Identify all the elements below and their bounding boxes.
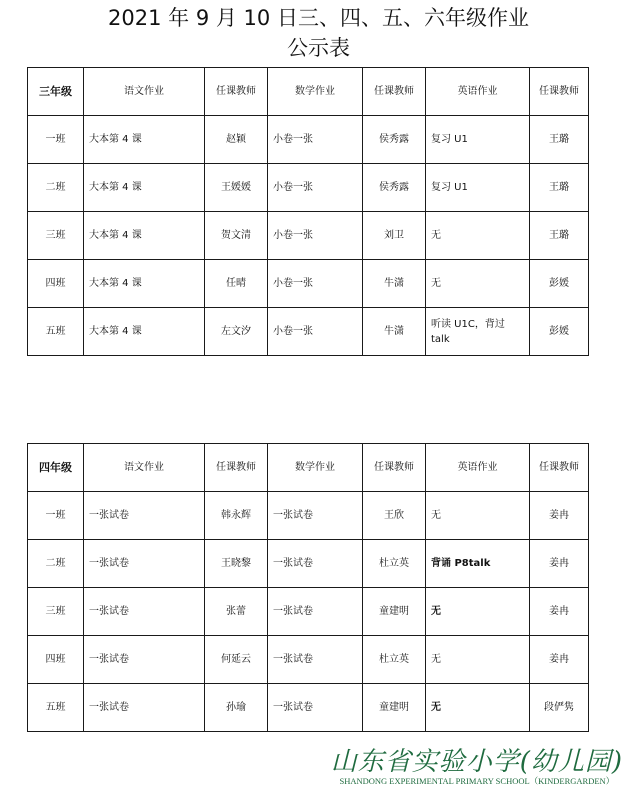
math-homework-cell: 一张试卷 [268,540,363,588]
english-teacher-cell: 姜冉 [530,636,589,684]
page-title: 2021 年 9 月 10 日三、四、五、六年级作业 [108,6,529,30]
header-chinese-homework: 语文作业 [84,68,205,116]
header-chinese-teacher: 任课教师 [205,444,268,492]
class-cell: 五班 [28,684,84,732]
english-homework-cell: 无 [426,684,530,732]
english-homework-cell: 无 [426,212,530,260]
class-cell: 一班 [28,116,84,164]
header-math-teacher: 任课教师 [363,68,426,116]
chinese-homework-cell: 一张试卷 [84,492,205,540]
header-english-homework: 英语作业 [426,68,530,116]
math-teacher-cell: 牛潇 [363,308,426,356]
math-teacher-cell: 侯秀露 [363,116,426,164]
english-homework-cell: 复习 U1 [426,116,530,164]
header-math-teacher: 任课教师 [363,444,426,492]
chinese-homework-cell: 大本第 4 课 [84,116,205,164]
math-teacher-cell: 杜立英 [363,636,426,684]
english-homework-cell: 无 [426,260,530,308]
class-cell: 五班 [28,308,84,356]
chinese-teacher-cell: 赵颖 [205,116,268,164]
math-homework-cell: 一张试卷 [268,492,363,540]
chinese-homework-cell: 一张试卷 [84,636,205,684]
chinese-teacher-cell: 任晴 [205,260,268,308]
class-cell: 二班 [28,164,84,212]
table-row [28,116,589,164]
school-logo-chinese: 山东省实验小学(幼儿园) [330,747,623,777]
chinese-homework-cell: 大本第 4 课 [84,212,205,260]
header-english-teacher: 任课教师 [530,444,589,492]
table-row [28,212,589,260]
math-homework-cell: 小卷一张 [268,260,363,308]
table-header-row [28,68,589,116]
math-homework-cell: 小卷一张 [268,308,363,356]
chinese-teacher-cell: 王晓黎 [205,540,268,588]
table-row [28,492,589,540]
math-teacher-cell: 刘卫 [363,212,426,260]
school-logo-english: SHANDONG EXPERIMENTAL PRIMARY SCHOOL（KINDERGARDEN） [339,776,615,786]
chinese-teacher-cell: 何延云 [205,636,268,684]
chinese-teacher-cell: 孙瑜 [205,684,268,732]
english-homework-cell: 无 [426,636,530,684]
table-row [28,308,589,356]
math-teacher-cell: 童建明 [363,588,426,636]
header-english-teacher: 任课教师 [530,68,589,116]
grade-label: 四年级 [28,444,84,492]
chinese-homework-cell: 大本第 4 课 [84,308,205,356]
table-row [28,636,589,684]
english-teacher-cell: 彭媛 [530,308,589,356]
header-math-homework: 数学作业 [268,444,363,492]
math-teacher-cell: 牛潇 [363,260,426,308]
english-teacher-cell: 彭媛 [530,260,589,308]
chinese-homework-cell: 大本第 4 课 [84,164,205,212]
math-teacher-cell: 王欣 [363,492,426,540]
page-subtitle: 公示表 [287,36,350,60]
english-teacher-cell: 姜冉 [530,492,589,540]
math-homework-cell: 一张试卷 [268,684,363,732]
english-teacher-cell: 王璐 [530,116,589,164]
english-teacher-cell: 姜冉 [530,540,589,588]
english-homework-cell: 无 [426,588,530,636]
class-cell: 四班 [28,636,84,684]
english-teacher-cell: 王璐 [530,212,589,260]
chinese-teacher-cell: 王媛媛 [205,164,268,212]
table-row [28,164,589,212]
grade-label: 三年级 [28,68,84,116]
english-homework-cell: 听读 U1C，背过 talk [426,308,530,356]
math-homework-cell: 小卷一张 [268,164,363,212]
grade4-homework-table [27,443,589,732]
math-teacher-cell: 童建明 [363,684,426,732]
class-cell: 一班 [28,492,84,540]
english-teacher-cell: 王璐 [530,164,589,212]
class-cell: 三班 [28,588,84,636]
math-homework-cell: 一张试卷 [268,636,363,684]
header-chinese-homework: 语文作业 [84,444,205,492]
math-teacher-cell: 侯秀露 [363,164,426,212]
english-homework-cell: 背诵 P8talk [426,540,530,588]
table-header-row [28,444,589,492]
chinese-teacher-cell: 左文汐 [205,308,268,356]
grade3-homework-table [27,67,589,356]
class-cell: 四班 [28,260,84,308]
english-teacher-cell: 段俨隽 [530,684,589,732]
chinese-teacher-cell: 张蕾 [205,588,268,636]
math-homework-cell: 一张试卷 [268,588,363,636]
class-cell: 二班 [28,540,84,588]
math-teacher-cell: 杜立英 [363,540,426,588]
school-logo [331,748,623,786]
chinese-homework-cell: 一张试卷 [84,588,205,636]
chinese-teacher-cell: 韩永辉 [205,492,268,540]
header-english-homework: 英语作业 [426,444,530,492]
class-cell: 三班 [28,212,84,260]
table-row [28,684,589,732]
chinese-homework-cell: 大本第 4 课 [84,260,205,308]
header-math-homework: 数学作业 [268,68,363,116]
english-homework-cell: 无 [426,492,530,540]
header-chinese-teacher: 任课教师 [205,68,268,116]
math-homework-cell: 小卷一张 [268,116,363,164]
table-row [28,540,589,588]
chinese-homework-cell: 一张试卷 [84,540,205,588]
math-homework-cell: 小卷一张 [268,212,363,260]
english-homework-cell: 复习 U1 [426,164,530,212]
chinese-teacher-cell: 贺文清 [205,212,268,260]
table-row [28,260,589,308]
table-row [28,588,589,636]
chinese-homework-cell: 一张试卷 [84,684,205,732]
english-teacher-cell: 姜冉 [530,588,589,636]
